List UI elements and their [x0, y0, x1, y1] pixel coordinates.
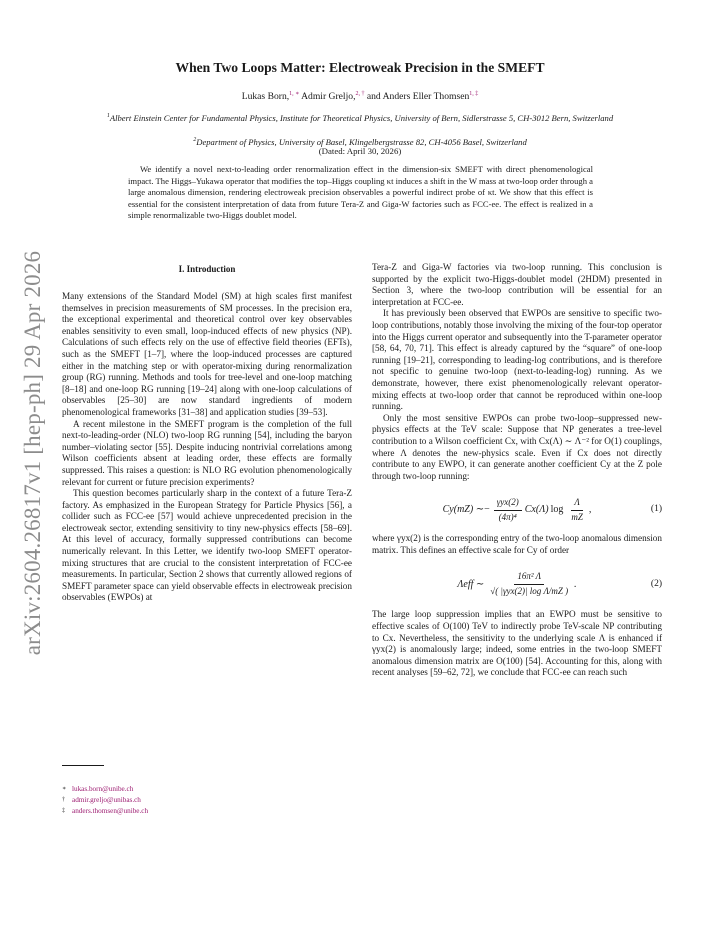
footnote-thomsen [62, 806, 148, 817]
email-link-greljo[interactable]: admir.greljo@unibas.ch [72, 795, 141, 804]
equation-1-log-denominator: mZ [571, 511, 583, 522]
right-column [372, 262, 662, 679]
equation-2-denominator: √( |γyx(2)| log Λ/mZ ) [490, 585, 569, 596]
abstract: We identify a novel next-to-leading order renormalization effect in the dimension-six SMEFT with direct phenomenological impact. The Higgs–Yukawa operator that modifies the top–Higgs coupling κt induces a shift in the W mass at two-loop order through a large anomalous dimension, rendering electroweak precision observables a powerful indirect probe of κt. We show that this effect is essential for the consistent interpretation of data from future Tera-Z and Giga-W factories such as FCC-ee. The effect is realized in a simple renormalizable two-Higgs doublet model. [128, 164, 593, 221]
author-list [100, 90, 620, 102]
paragraph: Tera-Z and Giga-W factories via two-loop running. This conclusion is supported by the explicit two-Higgs-doublet model (2HDM) presented in Section 3, where the two-loop contribution will be essential for an interpretation at FCC-ee. [372, 262, 662, 307]
affiliation-1 [100, 110, 620, 124]
equation-2 [372, 559, 662, 609]
paper-title: When Two Loops Matter: Electroweak Precision in the SMEFT [175, 60, 545, 75]
equation-2-tail: . [574, 578, 577, 590]
equation-1-number: (1) [650, 504, 662, 515]
arxiv-identifier-text: arXiv:2604.26817v1 [hep-ph] 29 Apr 2026 [20, 250, 45, 656]
footnote-divider [62, 765, 104, 766]
date-line: (Dated: April 30, 2026) [318, 146, 402, 156]
paragraph: where γyx(2) is the corresponding entry of the two-loop anomalous dimension matrix. This defines an effective scale for Cy of order [372, 533, 662, 555]
email-link-born[interactable]: lukas.born@unibe.ch [72, 785, 134, 793]
equation-1-fraction [494, 497, 522, 523]
affiliation-1-text: Albert Einstein Center for Fundamental Physics, Institute for Theoretical Physics, University of Bern, Sidlerstrasse 5, CH-3012 Bern, Switzerland [109, 112, 614, 123]
author-born-mark[interactable]: 1, ∗ [289, 91, 300, 97]
email-link-thomsen[interactable]: anders.thomsen@unibe.ch [72, 806, 149, 815]
footnote-marker: † [62, 796, 65, 803]
affiliation-1-number: 1 [106, 113, 110, 119]
footnotes [62, 784, 148, 816]
equation-2-fraction [487, 571, 571, 597]
footnote-marker: ∗ [62, 786, 67, 792]
paragraph: Many extensions of the Standard Model (SM) at high scales first manifest themselves in precision measurements of SM processes. In the precision era, the exceptional experimental and theoretical control over key observables enables sensitivity to even small, loop-induced effects of new physics (NP). Calculations of such effects rely on the use of effective field theories (EFTs), such as the SMEFT [1–7], where the loop-induced processes are captured either in the matching step or with operator-mixing during renormalization group (RG) running. Methods and tools for tree-level and one-loop matching [8–18] and one-loop RG running [19–24] along with one-loop calculations of observables [25–30] are now standard ingredients of modern phenomenological frameworks [31–38] and application studies [39–53]. [62, 291, 352, 417]
equation-1-minus: − [484, 504, 490, 516]
affiliation-2-number: 2 [193, 137, 197, 143]
affiliation-2-text: Department of Physics, University of Basel, Klingelbergstrasse 82, CH-4056 Basel, Switzerland [196, 136, 527, 147]
equation-2-numerator: 16π² Λ [514, 571, 544, 585]
equation-1 [372, 487, 662, 533]
equation-1-numerator: γyx(2) [494, 497, 522, 511]
paragraph: Only the most sensitive EWPOs can probe two-loop–suppressed new-physics effects at the TeV scale: Suppose that NP generates a tree-level contribution to a Wilson coefficient Cx, with Cx(Λ) ∼ Λ⁻² for O(1) couplings, where Λ denotes the new-physics scale. Even if Cx does not directly contribute to any EWPO, it can generate another coefficient Cy at the Z pole through two-loop running: [372, 412, 662, 481]
equation-1-denominator: (4π)⁴ [498, 511, 517, 522]
equation-1-coefficient: Cx(Λ) [524, 504, 549, 516]
author-greljo-mark[interactable]: 2, † [355, 91, 365, 97]
equation-1-log-fraction [568, 497, 586, 523]
equation-2-lhs: Λeff ∼ [457, 578, 485, 590]
left-column [62, 291, 352, 604]
paragraph: It has previously been observed that EWPOs are sensitive to specific two-loop contributions, notably those involving the mixing of the four-top operator into the Higgs current operator and subsequently into the T-parameter operator [58, 64, 70, 71]. This effect is already captured by the “square” of one-loop running [19–21], corresponding to leading-log contributions, and is therefore not specific to genuine two-loop (next-to-leading-log) running. As we demonstrate, however, there exist phenomenologically relevant operator-mixing effects at two-loop order that cannot be reproduced within one-loop running. [372, 308, 662, 412]
author-thomsen-mark[interactable]: 1, ‡ [469, 91, 479, 97]
equation-1-tail: , [588, 504, 592, 516]
equation-1-log: log [550, 504, 564, 516]
paragraph: A recent milestone in the SMEFT program is the completion of the full next-to-leading-order (NLO) two-loop RG running [54], including the baryon number–violating sector [55]. Despite inducing nontrivial correlations among Wilson coefficients absent at leading order, these effects are formally suppressed. This raises a question: is NLO RG evolution phenomenologically relevant for current or future precision experiments? [62, 418, 352, 487]
author-born: Lukas Born, [241, 91, 290, 103]
footnote-marker: ‡ [62, 807, 65, 814]
author-greljo: Admir Greljo, [301, 91, 356, 103]
footnote-born [62, 784, 148, 795]
paragraph: The large loop suppression implies that an EWPO must be sensitive to effective scales of O(100) TeV to indirectly probe TeV-scale NP contributing to Cx. Nevertheless, the sensitivity to the underlying scale Λ is enhanced if γyx(2) is anomalously large; indeed, some entries in the two-loop SMEFT anomalous dimension matrix are O(100) [54]. Accounting for this, along with recent analyses [59–62, 72], we conclude that FCC-ee can reach such [372, 609, 662, 678]
paragraph: This question becomes particularly sharp in the context of a future Tera-Z factory. As emphasized in the European Strategy for Particle Physics [56], a collider such as FCC-ee [57] would achieve unprecedented precision in the electroweak sector, extending sensitivity to tiny new-physics effects [58–69]. At this level of accuracy, formally suppressed contributions can become numerically relevant. In this Letter, we identify two-loop SMEFT operator-mixing structures that are crucial to the consistent interpretation of FCC-ee measurements. In particular, Section 2 shows that currently allowed regions of SMEFT parameter space can yield observable effects in electroweak precision observables (EWPOs) at [62, 488, 352, 603]
equation-1-lhs: Cy(mZ) ∼ [442, 504, 485, 516]
author-thomsen: and Anders Eller Thomsen [366, 91, 470, 103]
arxiv-identifier [16, 250, 50, 656]
section-heading: I. Introduction [178, 264, 236, 274]
equation-2-number: (2) [650, 578, 662, 589]
footnote-greljo [62, 795, 148, 806]
equation-1-log-numerator: Λ [571, 497, 582, 511]
